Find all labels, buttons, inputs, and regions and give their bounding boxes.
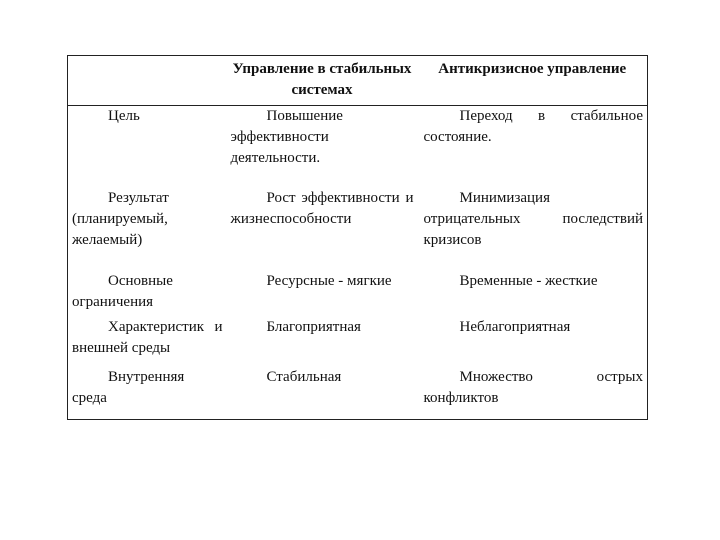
crisis-text: Минимизация отрицательных последствий кризисов [423, 190, 643, 248]
criterion-cell [68, 367, 227, 420]
header-criterion [68, 56, 227, 106]
criterion-text: Характеристик и внешней среды [72, 319, 223, 356]
criterion-cell [68, 106, 227, 189]
stable-cell [227, 271, 418, 317]
stable-text: Ресурсные - мягкие [266, 273, 392, 289]
comparison-table [67, 55, 648, 420]
stable-text: Благоприятная [266, 319, 361, 335]
criterion-text: Результат (планируемый, желаемый) [72, 190, 169, 248]
header-stable-management: Управление в стабильных системах [227, 56, 418, 106]
table-header-row [68, 56, 648, 106]
crisis-cell [418, 317, 648, 367]
table-row [68, 188, 648, 271]
table-row [68, 317, 648, 367]
crisis-cell [418, 188, 648, 271]
criterion-cell [68, 188, 227, 271]
crisis-cell [418, 271, 648, 317]
table-row [68, 271, 648, 317]
criterion-cell [68, 271, 227, 317]
crisis-text: Неблагоприятная [459, 319, 571, 335]
criterion-text: Цель [108, 108, 140, 124]
stable-cell [227, 367, 418, 420]
table-row [68, 367, 648, 420]
crisis-text: Множество острых конфликтов [423, 369, 643, 406]
stable-cell [227, 106, 418, 189]
criterion-text: Внутренняя среда [72, 369, 185, 406]
header-crisis-management: Антикризисное управление [418, 56, 648, 106]
stable-cell [227, 188, 418, 271]
crisis-cell [418, 106, 648, 189]
criterion-cell [68, 317, 227, 367]
stable-text: Стабильная [266, 369, 342, 385]
criterion-text: Основные ограничения [72, 273, 173, 310]
crisis-text: Переход в стабильное состояние. [423, 108, 643, 145]
stable-text: Рост эффективности и жизнеспособности [230, 190, 414, 227]
stable-cell [227, 317, 418, 367]
stable-text: Повышение эффективности деятельности. [230, 108, 343, 166]
crisis-text: Временные - жесткие [459, 273, 598, 289]
crisis-cell [418, 367, 648, 420]
table-row [68, 106, 648, 189]
